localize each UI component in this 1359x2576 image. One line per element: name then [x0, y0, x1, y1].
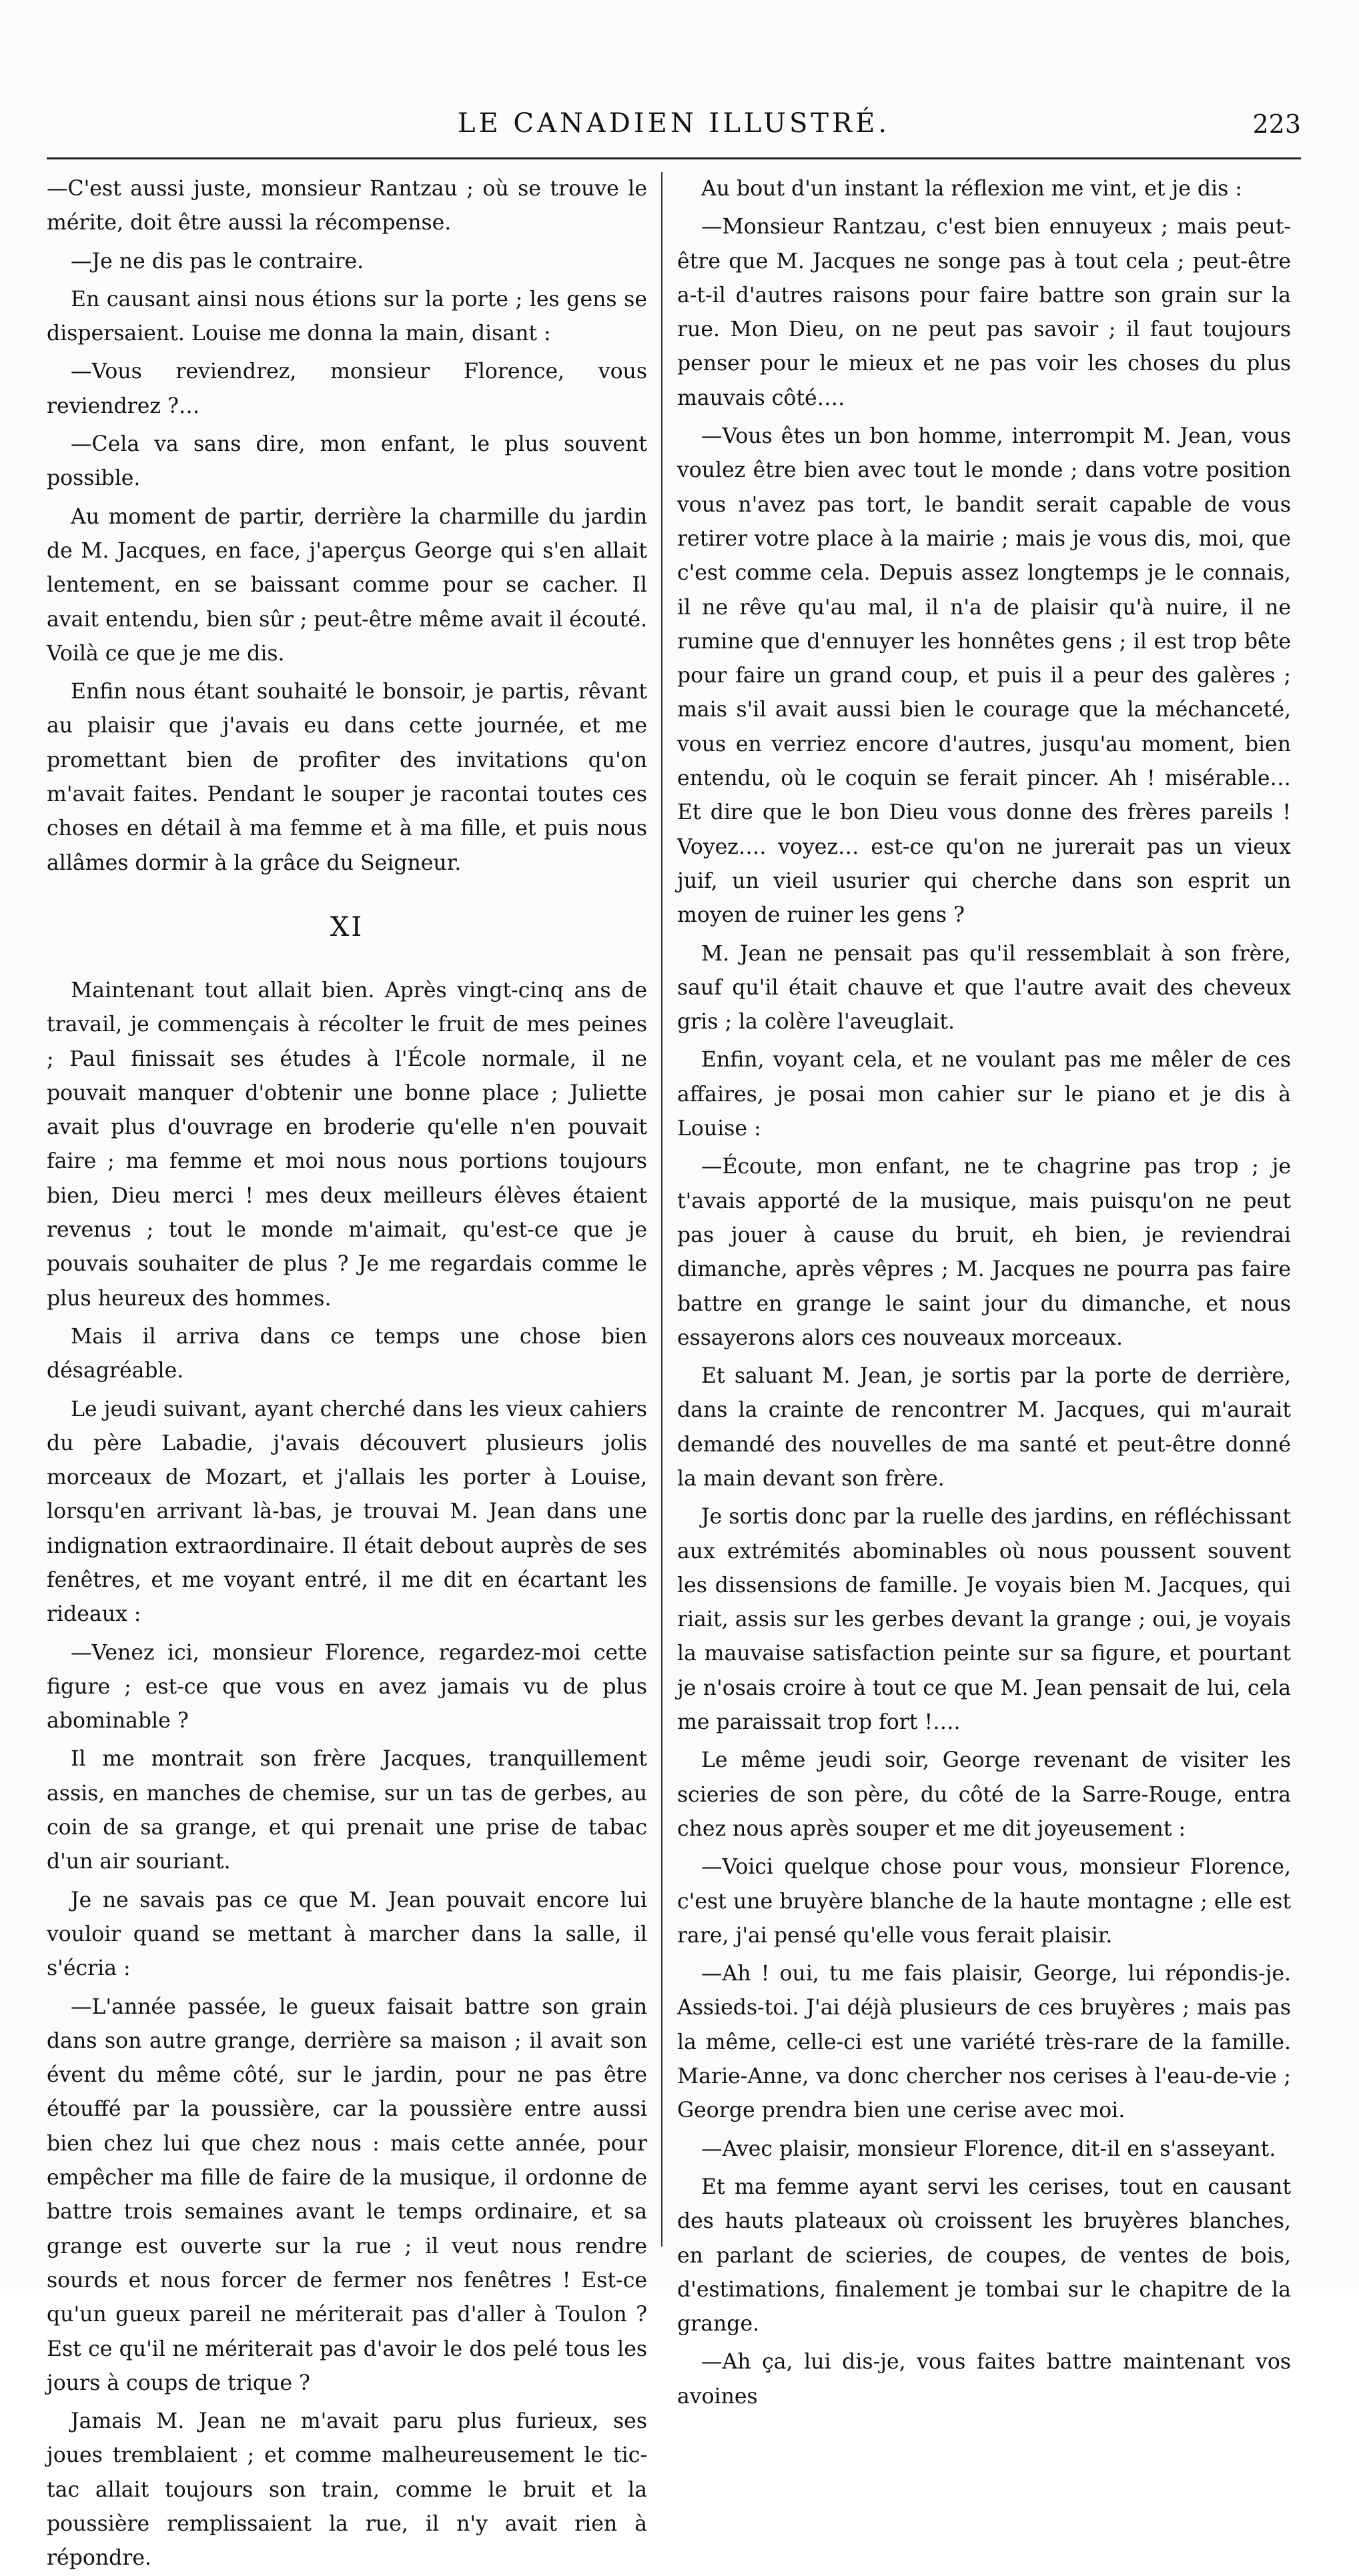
paragraph: —L'année passée, le gueux faisait battre son grain dans son autre grange, derrière sa maison ; il avait son évent du même côté, sur le jardin, pour ne pas être étouffé par la poussière, car la poussière entre aussi bien chez lui que chez nous : mais cette année, pour empêcher ma fille de faire de la musique, il ordonne de battre trois semaines avant le temps ordinaire, et sa grange est ouverte sur la rue ; il veut nous rendre sourds et nous forcer de fermer nos fenêtres ! Est-ce qu'un gueux pareil ne mériterait pas d'aller à Toulon ? Est ce qu'il ne mériterait pas d'avoir le dos pelé tous les jours à coups de trique ?: [47, 1994, 647, 2395]
page-header: [47, 105, 1301, 145]
paragraph: —Je ne dis pas le contraire.: [71, 249, 364, 273]
paragraph: Et ma femme ayant servi les cerises, tout en causant des hauts plateaux où croissent les bruyères blanches, en parlant de scieries, de coupes, de ventes de bois, d'estimations, finalement je tombai sur le chapitre de la grange.: [677, 2174, 1291, 2337]
paragraph: Il me montrait son frère Jacques, tranquillement assis, en manches de chemise, sur un tas de gerbes, au coin de sa grange, et qui prenait une prise de tabac d'un air souriant.: [47, 1747, 647, 1874]
paragraph: Le jeudi suivant, ayant cherché dans les vieux cahiers du père Labadie, j'avais découvert plusieurs jolis morceaux de Mozart, et j'allais les porter à Louise, lorsqu'en arrivant là-bas, je trouvai M. Jean dans une indignation extraordinaire. Il était debout auprès de ses fenêtres, et me voyant entré, il me dit en écartant les rideaux :: [47, 1397, 647, 1627]
paragraph: Je sortis donc par la ruelle des jardins, en réfléchissant aux extrémités abominables où nous poussent souvent les dissensions de famille. Je voyais bien M. Jacques, qui riait, assis sur les gerbes devant la grange ; oui, je voyais la mauvaise satisfaction peinte sur sa figure, et pourtant je n'osais croire à tout ce que M. Jean pensait de lui, cela me paraissait trop fort !….: [677, 1505, 1291, 1735]
running-title: LE CANADIEN ILLUSTRÉ.: [457, 108, 891, 139]
paragraph: —C'est aussi juste, monsieur Rantzau ; où se trouve le mérite, doit être aussi la récompense.: [47, 177, 647, 235]
paragraph: Au bout d'un instant la réflexion me vint, et je dis :: [701, 177, 1242, 201]
paragraph: Je ne savais pas ce que M. Jean pouvait encore lui vouloir quand se mettant à marcher dans la salle, il s'écria :: [47, 1888, 647, 1981]
paragraph: En causant ainsi nous étions sur la porte ; les gens se dispersaient. Louise me donna la main, disant :: [47, 287, 647, 346]
paragraph: Maintenant tout allait bien. Après vingt-cinq ans de travail, je commençais à récolter le fruit de mes peines ; Paul finissait ses études à l'École normale, il ne pouvait manquer d'obtenir une bonne place ; Juliette avait plus d'ouvrage en broderie qu'elle n'en pouvait faire ; ma femme et moi nous nous portions toujours bien, Dieu merci ! mes deux meilleurs élèves étaient revenus ; tout le monde m'aimait, qu'est-ce que je pouvais souhaiter de plus ? Je me regardais comme le plus heureux des hommes.: [47, 978, 647, 1311]
paragraph: —Écoute, mon enfant, ne te chagrine pas trop ; je t'avais apporté de la musique, mais puisqu'on ne peut pas jouer à cause du bruit, eh bien, je reviendrai dimanche, après vêpres ; M. Jacques ne pourra pas faire battre en grange le saint jour du dimanche, et nous essayerons alors ces nouveaux morceaux.: [677, 1155, 1291, 1350]
paragraph: M. Jean ne pensait pas qu'il ressemblait à son frère, sauf qu'il était chauve et que l'autre avait des cheveux gris ; la colère l'aveuglait.: [677, 941, 1291, 1035]
paragraph: —Venez ici, monsieur Florence, regardez-moi cette figure ; est-ce que vous en avez jamais vu de plus abominable ?: [47, 1640, 647, 1734]
left-column: [47, 172, 647, 2571]
right-column: [677, 172, 1291, 2409]
column-divider: [661, 172, 662, 2246]
paragraph: —Avec plaisir, monsieur Florence, dit-il en s'asseyant.: [701, 2136, 1276, 2161]
header-rule: [47, 157, 1301, 159]
paragraph: —Ah ! oui, tu me fais plaisir, George, lui répondis-je. Assieds-toi. J'ai déjà plusieurs de ces bruyères ; mais pas la même, celle-ci est une variété très-rare de la famille. Marie-Anne, va donc chercher nos cerises à l'eau-de-vie ; George prendra bien une cerise avec moi.: [677, 1962, 1291, 2123]
page-number: 223: [1252, 109, 1301, 139]
paragraph: Le même jeudi soir, George revenant de visiter les scieries de son père, du côté de la Sarre-Rouge, entra chez nous après souper et me dit joyeusement :: [677, 1748, 1291, 1841]
paragraph: —Vous reviendrez, monsieur Florence, vous reviendrez ?…: [47, 360, 647, 418]
paragraph: Mais il arriva dans ce temps une chose bien désagréable.: [47, 1324, 647, 1383]
paragraph: —Voici quelque chose pour vous, monsieur Florence, c'est une bruyère blanche de la haute montagne ; elle est rare, j'ai pensé qu'elle vous ferait plaisir.: [677, 1855, 1291, 1948]
paragraph: Enfin, voyant cela, et ne voulant pas me mêler de ces affaires, je posai mon cahier sur le piano et je dis à Louise :: [677, 1048, 1291, 1141]
paragraph: —Vous êtes un bon homme, interrompit M. Jean, vous voulez être bien avec tout le monde ; dans votre position vous n'avez pas tort, le bandit serait capable de vous retirer votre place à la mairie ; mais je vous dis, moi, que c'est comme cela. Depuis assez longtemps je le connais, il ne rêve qu'au mal, il n'a de plaisir qu'à nuire, il ne rumine que d'ennuyer les honnêtes gens ; il est trop bête pour faire un grand coup, et puis il a peur des galères ; mais s'il avait aussi bien le courage que la méchanceté, vous en verriez encore d'autres, jusqu'au moment, bien entendu, où le coquin se ferait pincer. Ah ! misérable… Et dire que le bon Dieu vous donne des frères pareils ! Voyez…. voyez… est-ce qu'on ne jurerait pas un vieux juif, un vieil usurier qui cherche dans son esprit un moyen de ruiner les gens ?: [677, 424, 1291, 928]
paragraph: Jamais M. Jean ne m'avait paru plus furieux, ses joues tremblaient ; et comme malheureusement le tic-tac allait toujours son train, comme le bruit et la poussière remplissaient la rue, il n'y avait rien à répondre.: [47, 2409, 647, 2571]
chapter-heading: XI: [330, 911, 364, 942]
paragraph: Au moment de partir, derrière la charmille du jardin de M. Jacques, en face, j'aperçus George qui s'en allait lentement, en se baissant comme pour se cacher. Il avait entendu, bien sûr ; peut-être même avait il écouté. Voilà ce que je me dis.: [47, 504, 647, 666]
paragraph: —Monsieur Rantzau, c'est bien ennuyeux ; mais peut-être que M. Jacques ne songe pas à tout cela ; peut-être a-t-il d'autres raisons pour faire battre son grain sur la rue. Mon Dieu, on ne peut pas savoir ; il faut toujours penser pour le mieux et ne pas voir les choses du plus mauvais côté….: [677, 215, 1291, 410]
paragraph: Enfin nous étant souhaité le bonsoir, je partis, rêvant au plaisir que j'avais eu dans cette journée, et me promettant bien de profiter des invitations qu'on m'avait faites. Pendant le souper je racontai toutes ces choses en détail à ma femme et à ma fille, et puis nous allâmes dormir à la grâce du Seigneur.: [47, 680, 647, 875]
paragraph: —Ah ça, lui dis-je, vous faites battre maintenant vos avoines: [677, 2350, 1291, 2409]
paragraph: Et saluant M. Jean, je sortis par la porte de derrière, dans la crainte de rencontrer M. Jacques, qui m'aurait demandé des nouvelles de ma santé et peut-être donné la main devant son frère.: [677, 1364, 1291, 1491]
paragraph: —Cela va sans dire, mon enfant, le plus souvent possible.: [47, 432, 647, 491]
